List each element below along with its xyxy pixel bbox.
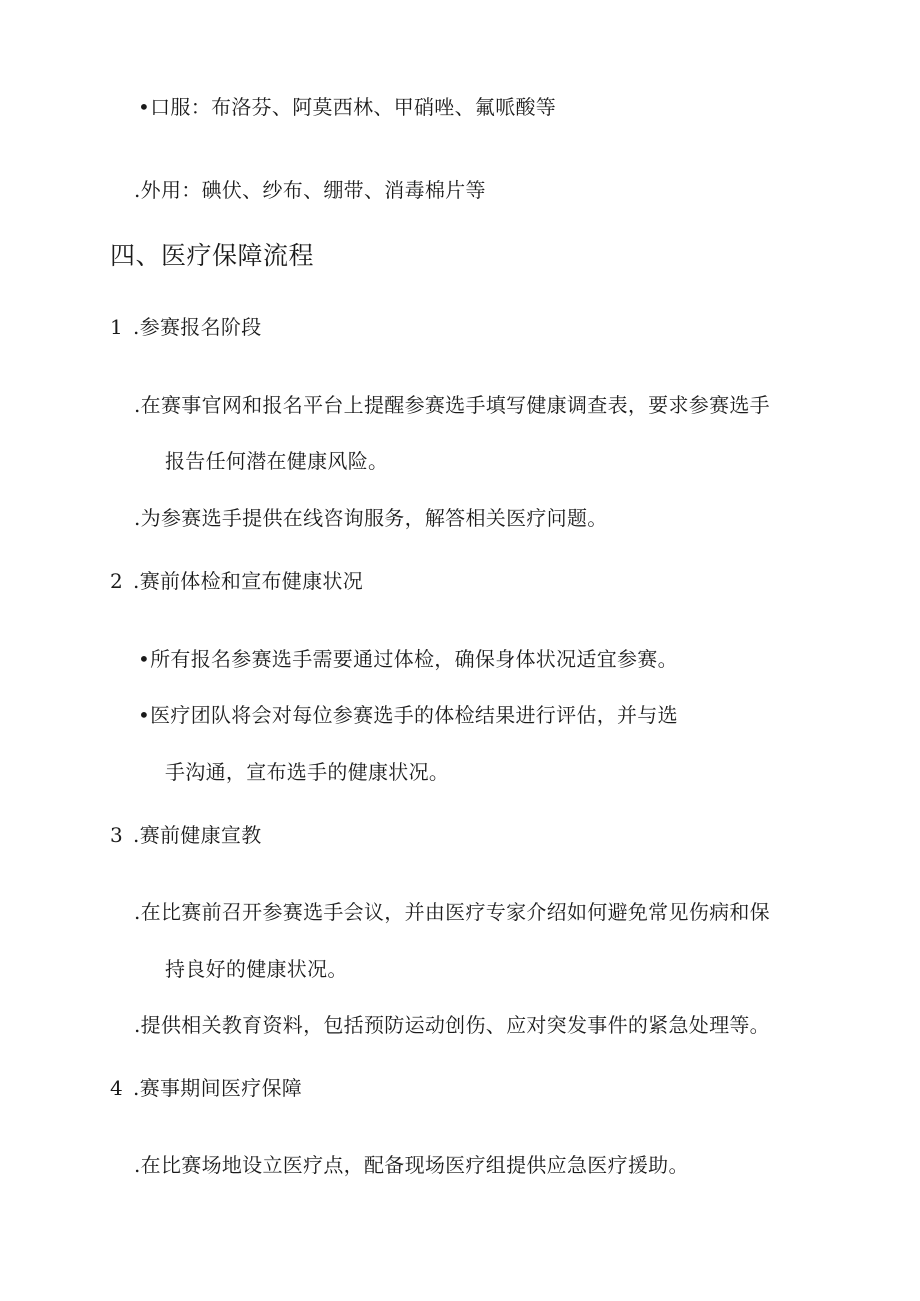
step-2-item-2-continuation: 手沟通，宣布选手的健康状况。 xyxy=(165,760,450,784)
section-title: 四、医疗保障流程 xyxy=(110,241,315,270)
item-text: 医疗团队将会对每位参赛选手的体检结果进行评估，并与选 xyxy=(150,703,678,727)
item-text: 在比赛前召开参赛选手会议，并由医疗专家介绍如何避免常见伤病和保 xyxy=(140,900,770,924)
step-number: 3 xyxy=(110,823,124,847)
dot-marker: . xyxy=(134,1013,141,1037)
step-heading-1 xyxy=(110,313,262,341)
step-heading-2 xyxy=(110,567,363,595)
item-text: 在比赛场地设立医疗点，配备现场医疗组提供应急医疗援助。 xyxy=(140,1153,689,1177)
bullet-marker: • xyxy=(138,703,151,727)
step-4-item-1 xyxy=(134,1151,689,1179)
item-text: 为参赛选手提供在线咨询服务，解答相关医疗问题。 xyxy=(140,506,608,530)
step-title: .赛前体检和宣布健康状况 xyxy=(133,569,363,593)
step-title: .赛事期间医疗保障 xyxy=(133,1076,303,1100)
step-heading-4 xyxy=(110,1074,302,1102)
step-1-item-2 xyxy=(134,504,608,532)
bullet-marker: • xyxy=(138,95,151,119)
step-1-item-1-continuation: 报告任何潜在健康风险。 xyxy=(165,449,389,473)
dot-marker: . xyxy=(134,393,141,417)
dot-marker: . xyxy=(134,1153,141,1177)
item-text: 提供相关教育资料，包括预防运动创伤、应对突发事件的紧急处理等。 xyxy=(140,1013,770,1037)
step-3-item-1 xyxy=(134,898,770,926)
dot-marker: . xyxy=(134,178,141,202)
step-number: 4 xyxy=(110,1076,124,1100)
dot-marker: . xyxy=(134,900,141,924)
step-number: 2 xyxy=(110,569,124,593)
item-text: 在赛事官网和报名平台上提醒参赛选手填写健康调查表，要求参赛选手 xyxy=(140,393,770,417)
step-heading-3 xyxy=(110,821,262,849)
step-3-item-1-continuation: 持良好的健康状况。 xyxy=(165,957,348,981)
bullet-marker: • xyxy=(138,647,151,671)
step-3-item-2 xyxy=(134,1011,770,1039)
medicine-oral-text: 口服：布洛芬、阿莫西林、甲硝唑、氟哌酸等 xyxy=(150,95,557,119)
medicine-item-external xyxy=(134,176,486,204)
item-text: 所有报名参赛选手需要通过体检，确保身体状况适宜参赛。 xyxy=(150,647,678,671)
step-2-item-2 xyxy=(138,701,678,729)
step-2-item-1 xyxy=(138,645,678,673)
medicine-external-text: 外用：碘伏、纱布、绷带、消毒棉片等 xyxy=(140,178,486,202)
step-title: .参赛报名阶段 xyxy=(133,315,262,339)
step-1-item-1 xyxy=(134,391,770,419)
dot-marker: . xyxy=(134,506,141,530)
step-number: 1 xyxy=(110,315,124,339)
medicine-item-oral xyxy=(138,93,556,121)
step-title: .赛前健康宣教 xyxy=(133,823,262,847)
